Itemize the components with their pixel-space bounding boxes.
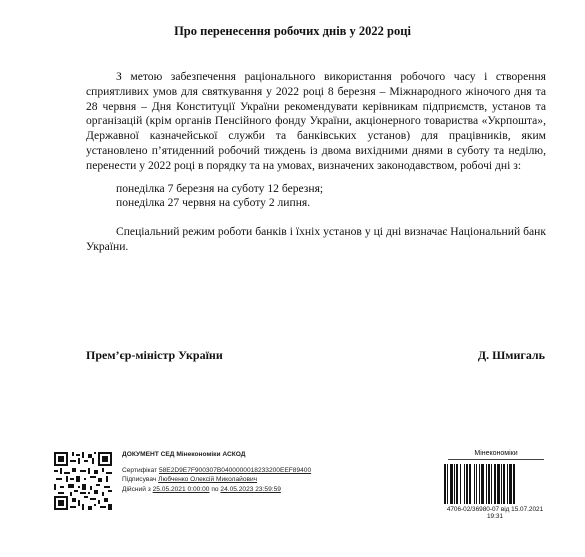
paragraph-banks: Спеціальний режим роботи банків і їхніх установ у ці дні визначає Національний банк України. — [86, 225, 546, 253]
barcode-icon — [444, 464, 548, 504]
registration-organization: Мінекономіки — [448, 450, 544, 460]
valid-from: 25.05.2021 0:00:00 — [152, 485, 210, 493]
qr-code-icon — [54, 452, 112, 510]
certificate-value: 58E2D9E7F900307B0400000018233200EEF89400 — [158, 466, 312, 474]
stamp-header: ДОКУМЕНТ СЕД Мінекономіки АСКОД — [122, 451, 246, 458]
stamp-certificate — [122, 466, 372, 476]
stamp-signer — [122, 475, 372, 485]
valid-to-label: по — [211, 485, 219, 493]
signer-value: Любченко Олексій Миколайович — [158, 476, 258, 483]
valid-to: 24.05.2023 23:59:59 — [220, 485, 281, 493]
valid-from-label: Дійсний з — [122, 485, 151, 493]
signer-label: Підписувач — [122, 476, 157, 483]
paragraph-main: З метою забезпечення раціонального використання робочого часу і створення сприятливих умов для святкування у 2022 році 8 березня – Міжнародного жіночого дня та 28 червня – Дня Конституції України рекомендувати керівникам підприємств, установ та організацій (крім органів Пенсійного фонду України, акціонерного товариства «Укрпошта», Державної казначейської служби та банківських установ) для працівників, яким установлено п’ятиденний робочий тиждень із двома вихідними днями в суботу та неділю, перенести у 2022 році в порядку та на умовах, визначених законодавством, робочі дні з: — [86, 70, 546, 172]
document-title: Про перенесення робочих днів у 2022 році — [174, 24, 411, 38]
registration-number: 4706-02/36980-07 від 15.07.2021 — [446, 506, 544, 513]
registration-box — [424, 450, 548, 520]
stamp-validity — [122, 485, 372, 495]
registration-time: 19:31 — [487, 513, 503, 520]
digital-signature-stamp — [122, 450, 372, 494]
transfer-list — [86, 182, 546, 212]
transfer-item: понеділка 7 березня на суботу 12 березня; — [116, 181, 324, 195]
certificate-label: Сертифікат — [122, 466, 158, 474]
transfer-item: понеділка 27 червня на суботу 2 липня. — [116, 196, 311, 210]
signatory-position: Прем’єр-міністр України — [86, 348, 223, 362]
signatory-name: Д. Шмигаль — [477, 348, 545, 362]
document-body — [86, 70, 546, 255]
